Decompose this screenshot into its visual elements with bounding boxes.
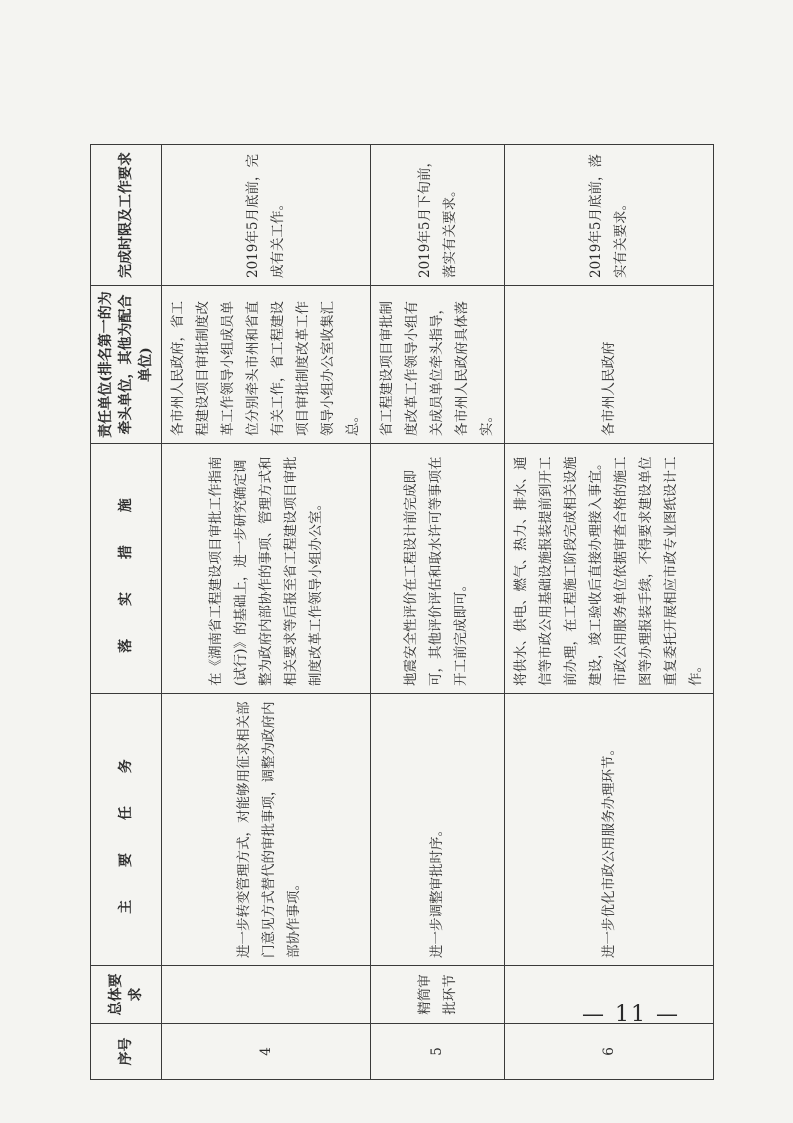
table-row	[162, 145, 371, 1080]
row-measures: 地震安全性评价在工程设计前完成即可，其他评价评估和取水许可等事项在开工前完成即可。	[371, 444, 505, 694]
row-deadline: 2019年5月下旬前，落实有关要求。	[371, 145, 505, 286]
row-overall: 精简审批环节	[371, 966, 505, 1024]
row-overall	[162, 966, 371, 1024]
header-overall: 总体要求	[91, 966, 162, 1024]
row-task: 进一步转变管理方式，对能够用征求相关部门意见方式替代的审批事项，调整为政府内部协作事项。	[162, 694, 371, 966]
row-deadline: 2019年5月底前，落实有关要求。	[505, 145, 714, 286]
header-measures: 落 实 措 施	[91, 444, 162, 694]
row-responsible: 各市州人民政府，省工程建设项目审批制度改革工作领导小组成员单位分别牵头市州和省直有关工作，省工程建设项目审批制度改革工作领导小组办公室收集汇总。	[162, 286, 371, 444]
table-row	[371, 145, 505, 1080]
row-seq: 6	[505, 1024, 714, 1080]
row-measures: 将供水、供电、燃气、热力、排水、通信等市政公用基础设施报装提前到开工前办理，在工程施工阶段完成相关设施建设，竣工验收后直接办理接入事宜。市政公用服务单位依据审查合格的施工图等办理报装手续，不得要求建设单位重复委托开展相应市政专业图纸设计工作。	[505, 444, 714, 694]
row-responsible: 各市州人民政府	[505, 286, 714, 444]
row-deadline: 2019年5月底前，完成有关工作。	[162, 145, 371, 286]
row-seq: 5	[371, 1024, 505, 1080]
row-seq: 4	[162, 1024, 371, 1080]
row-responsible: 省工程建设项目审批制度改革工作领导小组有关成员单位牵头指导，各市州人民政府具体落实。	[371, 286, 505, 444]
row-task: 进一步优化市政公用服务办理环节。	[505, 694, 714, 966]
rotated-table-page	[90, 145, 704, 1080]
table-row	[505, 145, 714, 1080]
header-task: 主 要 任 务	[91, 694, 162, 966]
row-task: 进一步调整审批时序。	[371, 694, 505, 966]
table-header-row	[91, 145, 162, 1080]
header-seq: 序号	[91, 1024, 162, 1080]
header-responsible: 责任单位(排名第一的为牵头单位，其他为配合单位)	[91, 286, 162, 444]
header-deadline: 完成时限及工作要求	[91, 145, 162, 286]
task-table	[90, 144, 714, 1080]
row-measures: 在《湖南省工程建设项目审批工作指南(试行)》的基础上，进一步研究确定调整为政府内部协作的事项、管理方式和相关要求等后报至省工程建设项目审批制度改革工作领导小组办公室。	[162, 444, 371, 694]
page-number: — 11 —	[582, 1002, 680, 1027]
